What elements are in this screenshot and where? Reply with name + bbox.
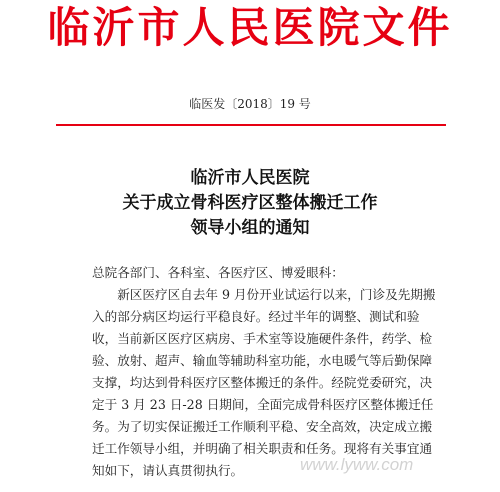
body-paragraph: 新区医疗区自去年 9 月份开业试运行以来，门诊及先期搬入的部分病区均运行平稳良好。经过半年的调整、测试和验收，当前新区医疗区病房、手术室等设施硬件条件，药学、检验、放射、超声、输血等辅助科室功能，水电暖气等后勤保障支撑，均达到骨科医疗区整体搬迁的条件。经院党委研究，决定于 3 月 23 日-28 日期间，全面完成骨科医疗区整体搬迁任务。为了切实保证搬迁工作顺利平稳、安全高效，决定成立搬迁工作领导小组，并明确了相关职责和任务。现将有关事宜通知如下，请认真贯彻执行。 — [92, 287, 436, 478]
title-line-1: 临沂市人民医院 — [190, 168, 310, 188]
notice-title — [0, 166, 500, 241]
notice-body — [92, 262, 438, 482]
salutation: 总院各部门、各科室、各医疗区、博爱眼科： — [92, 265, 344, 280]
masthead-title: 临沂市人民医院文件 — [47, 3, 453, 52]
site-watermark: www.lyww.com — [300, 455, 414, 474]
title-line-3: 领导小组的通知 — [190, 218, 310, 238]
document-number: 临医发〔2018〕19 号 — [189, 97, 311, 111]
red-divider — [56, 124, 446, 126]
title-line-2: 关于成立骨科医疗区整体搬迁工作 — [122, 193, 378, 213]
